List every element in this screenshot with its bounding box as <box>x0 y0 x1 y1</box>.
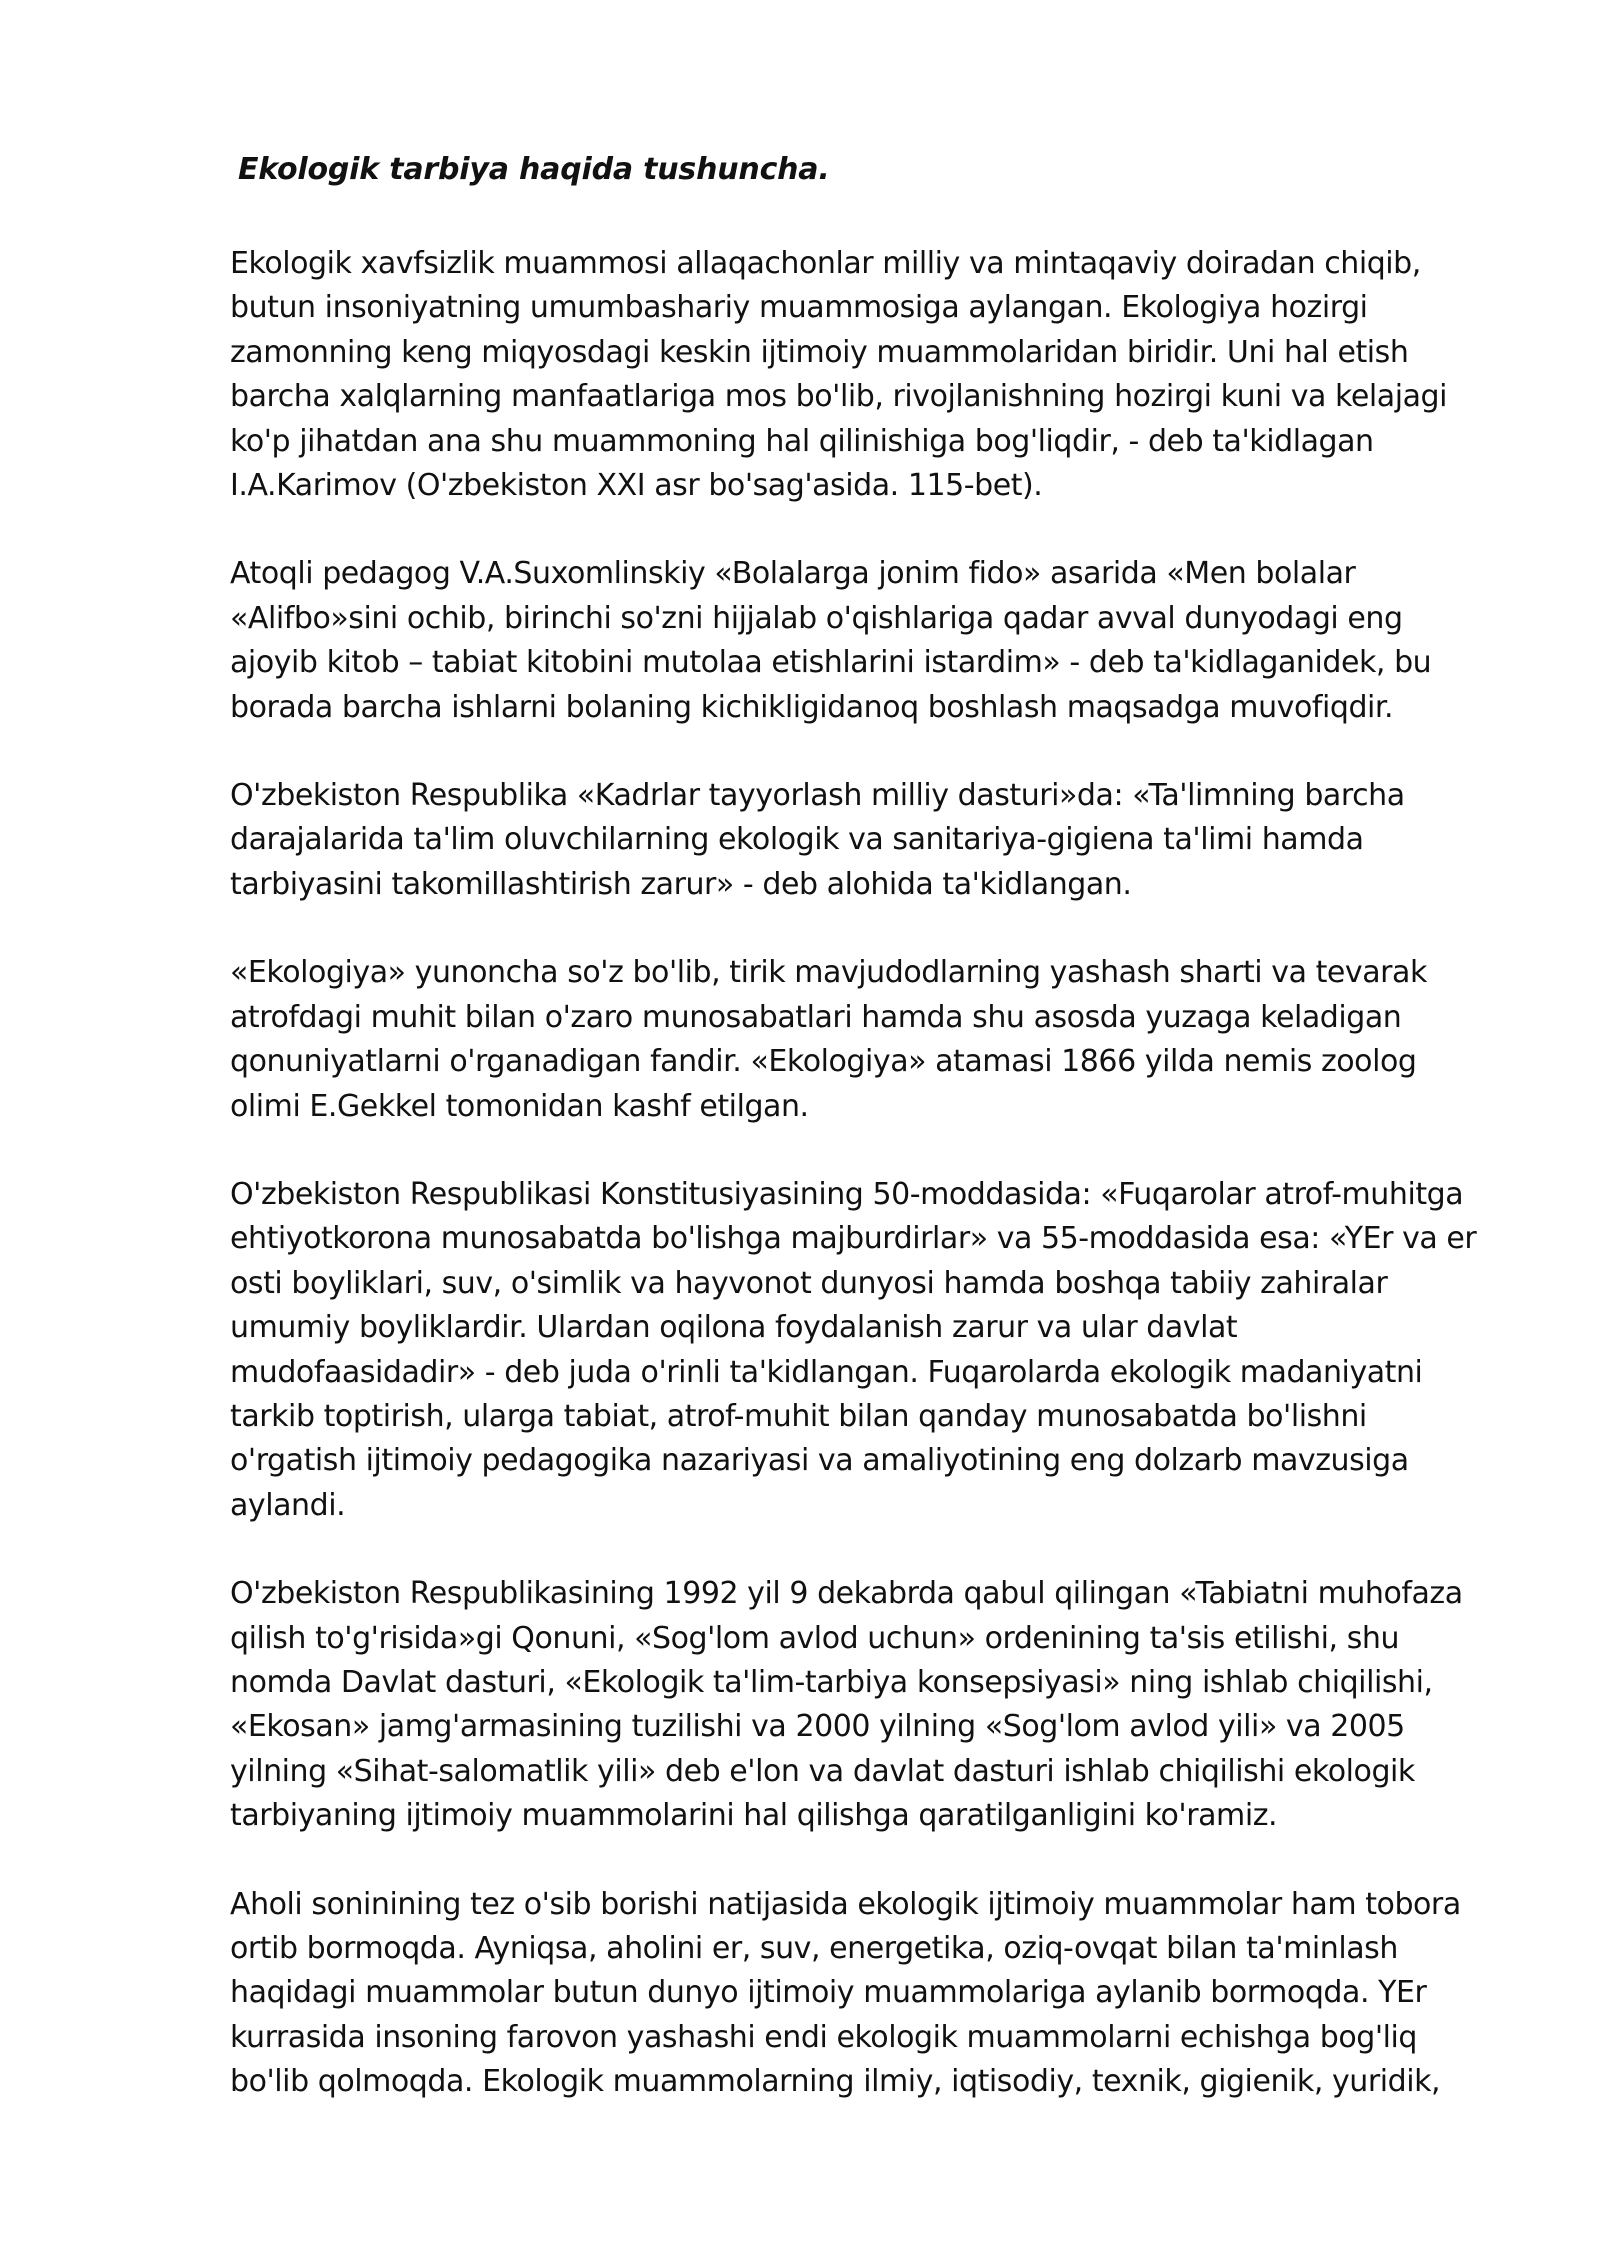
paragraph-line: qilish to'g'risida»gi Qonuni, «Sog'lom avlod uchun» ordenining ta'sis etilishi, shu <box>230 1620 1400 1656</box>
paragraph-line: o'rgatish ijtimoiy pedagogika nazariyasi va amaliyotining eng dolzarb mavzusiga <box>230 1443 1409 1479</box>
paragraph-line: barcha xalqlarning manfaatlariga mos bo'lib, rivojlanishning hozirgi kuni va kelajagi <box>230 379 1448 415</box>
paragraph-line: tarbiyaning ijtimoiy muammolarini hal qilishga qaratilganligini ko'ramiz. <box>230 1798 1278 1834</box>
paragraph-line: ortib bormoqda. Ayniqsa, aholini er, suv, energetika, oziq-ovqat bilan ta'minlash <box>230 1931 1398 1966</box>
paragraph-line: borada barcha ishlarni bolaning kichikligidanoq boshlash maqsadga muvofiqdir. <box>230 689 1394 725</box>
paragraph-line: osti boyliklari, suv, o'simlik va hayvonot dunyosi hamda boshqa tabiiy zahiralar <box>230 1265 1388 1301</box>
paragraph-line: bo'lib qolmoqda. Ekologik muammolarning ilmiy, iqtisodiy, texnik, gigienik, yuridik, <box>230 2064 1441 2100</box>
paragraph-line: aylandi. <box>230 1487 346 1523</box>
paragraph-line: atrofdagi muhit bilan o'zaro munosabatlari hamda shu asosda yuzaga keladigan <box>230 999 1402 1035</box>
paragraph-line: Atoqli pedagog V.A.Suxomlinskiy «Bolalarga jonim fido» asarida «Men bolalar <box>230 556 1356 592</box>
paragraph-line: mudofaasidadir» - deb juda o'rinli ta'kidlangan. Fuqarolarda ekologik madaniyatni <box>230 1354 1423 1390</box>
paragraph-line: «Ekologiya» yunoncha so'z bo'lib, tirik mavjudodlarning yashash sharti va tevarak <box>230 955 1427 991</box>
paragraph-line: Aholi soninining tez o'sib borishi natijasida ekologik ijtimoiy muammolar ham tobora <box>230 1886 1461 1922</box>
paragraph-line: ajoyib kitob – tabiat kitobini mutolaa etishlarini istardim» - deb ta'kidlaganidek, bu <box>230 645 1432 681</box>
paragraph-line: nomda Davlat dasturi, «Ekologik ta'lim-tarbiya konsepsiyasi» ning ishlab chiqilishi, <box>230 1664 1433 1700</box>
paragraph-line: O'zbekiston Respublikasi Konstitusiyasining 50-moddasida: «Fuqarolar atrof-muhitga <box>230 1176 1464 1212</box>
paragraph-line: «Ekosan» jamg'armasining tuzilishi va 2000 yilning «Sog'lom avlod yili» va 2005 <box>230 1709 1405 1745</box>
paragraph-line: tarbiyasini takomillashtirish zarur» - deb alohida ta'kidlangan. <box>230 866 1132 902</box>
document-body <box>230 242 1520 2105</box>
paragraph-line: O'zbekiston Respublikasining 1992 yil 9 dekabrda qabul qilingan «Tabiatni muhofaza <box>230 1576 1463 1612</box>
paragraph-line: kurrasida insoning farovon yashashi endi ekologik muammolarni echishga bog'liq <box>230 2019 1418 2055</box>
paragraph-line: O'zbekiston Respublika «Kadrlar tayyorlash milliy dasturi»da: «Ta'limning barcha <box>230 778 1405 814</box>
document-page <box>230 148 1520 2149</box>
paragraph <box>230 242 1520 508</box>
paragraph <box>230 1572 1520 1838</box>
paragraph-line: I.A.Karimov (O'zbekiston XXI asr bo'sag'asida. 115-bet). <box>230 468 1043 504</box>
paragraph-line: yilning «Sihat-salomatlik yili» deb e'lon va davlat dasturi ishlab chiqilishi ekologik <box>230 1753 1415 1789</box>
paragraph-line: Ekologik xavfsizlik muammosi allaqachonlar milliy va mintaqaviy doiradan chiqib, <box>230 246 1421 281</box>
paragraph <box>230 552 1520 730</box>
paragraph <box>230 774 1520 907</box>
paragraph-line: darajalarida ta'lim oluvchilarning ekologik va sanitariya-gigiena ta'limi hamda <box>230 822 1364 858</box>
paragraph-line: butun insoniyatning umumbashariy muammosiga aylangan. Ekologiya hozirgi <box>230 290 1368 326</box>
paragraph <box>230 951 1520 1129</box>
paragraph <box>230 1883 1520 2105</box>
paragraph-line: haqidagi muammolar butun dunyo ijtimoiy muammolariga aylanib bormoqda. YEr <box>230 1975 1427 2011</box>
paragraph-line: zamonning keng miqyosdagi keskin ijtimoiy muammolaridan biridir. Uni hal etish <box>230 334 1409 370</box>
paragraph-line: ehtiyotkorona munosabatda bo'lishga majburdirlar» va 55-moddasida esa: «YEr va er <box>230 1221 1477 1257</box>
document-title: Ekologik tarbiya haqida tushuncha. <box>238 152 830 187</box>
paragraph <box>230 1173 1520 1528</box>
paragraph-line: qonuniyatlarni o'rganadigan fandir. «Ekologiya» atamasi 1866 yilda nemis zoolog <box>230 1044 1417 1080</box>
paragraph-line: ko'p jihatdan ana shu muammoning hal qilinishiga bog'liqdir, - deb ta'kidlagan <box>230 423 1374 459</box>
paragraph-line: umumiy boyliklardir. Ulardan oqilona foydalanish zarur va ular davlat <box>230 1310 1238 1346</box>
paragraph-line: «Alifbo»sini ochib, birinchi so'zni hijjalab o'qishlariga qadar avval dunyodagi eng <box>230 600 1403 636</box>
paragraph-line: tarkib toptirish, ularga tabiat, atrof-muhit bilan qanday munosabatda bo'lishni <box>230 1398 1367 1434</box>
paragraph-line: olimi E.Gekkel tomonidan kashf etilgan. <box>230 1088 809 1124</box>
